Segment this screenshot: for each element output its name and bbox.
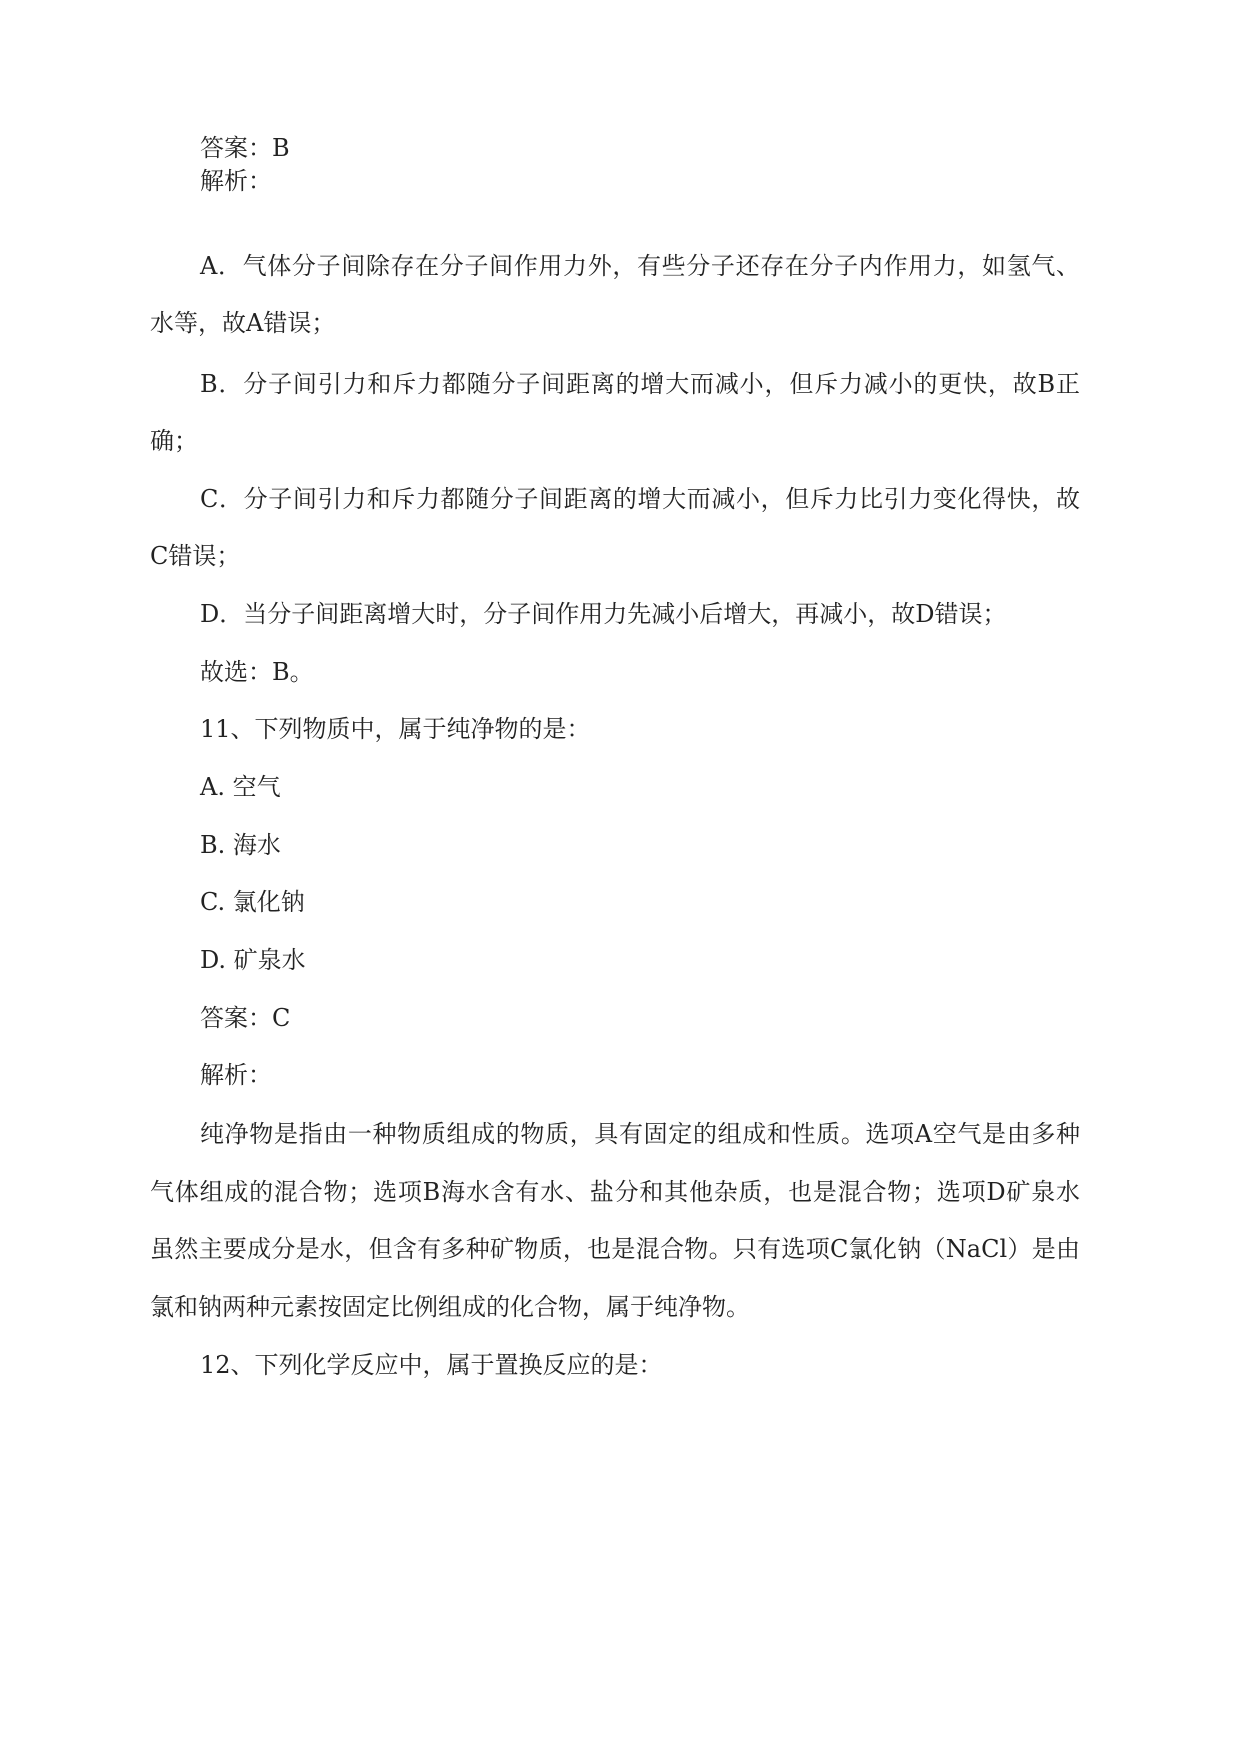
q11-analysis-label: 解析： [200,1061,272,1089]
q10-conclusion: 故选：B。 [200,658,314,686]
q11-question: 11、下列物质中，属于纯净物的是： [200,715,591,743]
q10-option-d-explanation: D．当分子间距离增大时，分子间作用力先减小后增大，再减小，故D错误； [200,600,1007,628]
q11-option-c: C. 氯化钠 [200,888,305,916]
q10-option-c-explanation-line1: C．分子间引力和斥力都随分子间距离的增大而减小，但斥力比引力变化得快，故 [200,485,1080,513]
q11-option-b: B. 海水 [200,831,281,859]
q11-option-d: D. 矿泉水 [200,946,306,974]
q10-option-a-explanation-line1: A．气体分子间除存在分子间作用力外，有些分子还存在分子内作用力，如氢气、 [200,252,1080,280]
q11-analysis-line3: 虽然主要成分是水，但含有多种矿物质，也是混合物。只有选项C氯化钠（NaCl）是由 [150,1235,1080,1263]
q12-question: 12、下列化学反应中，属于置换反应的是： [200,1351,663,1379]
q11-analysis-line1: 纯净物是指由一种物质组成的物质，具有固定的组成和性质。选项A空气是由多种 [200,1120,1080,1148]
q10-option-b-explanation-line2: 确； [150,427,198,455]
q11-analysis-line4: 氯和钠两种元素按固定比例组成的化合物，属于纯净物。 [150,1293,750,1321]
q11-answer: 答案：C [200,1004,291,1032]
q10-option-c-explanation-line2: C错误； [150,542,241,570]
q11-analysis-line2: 气体组成的混合物；选项B海水含有水、盐分和其他杂质，也是混合物；选项D矿泉水 [150,1178,1080,1206]
q10-option-a-explanation-line2: 水等，故A错误； [150,309,336,337]
q11-option-a: A. 空气 [200,773,281,801]
q10-answer: 答案：B [200,134,290,162]
q10-analysis-label: 解析： [200,167,272,195]
q10-option-b-explanation-line1: B．分子间引力和斥力都随分子间距离的增大而减小，但斥力减小的更快，故B正 [200,370,1080,398]
